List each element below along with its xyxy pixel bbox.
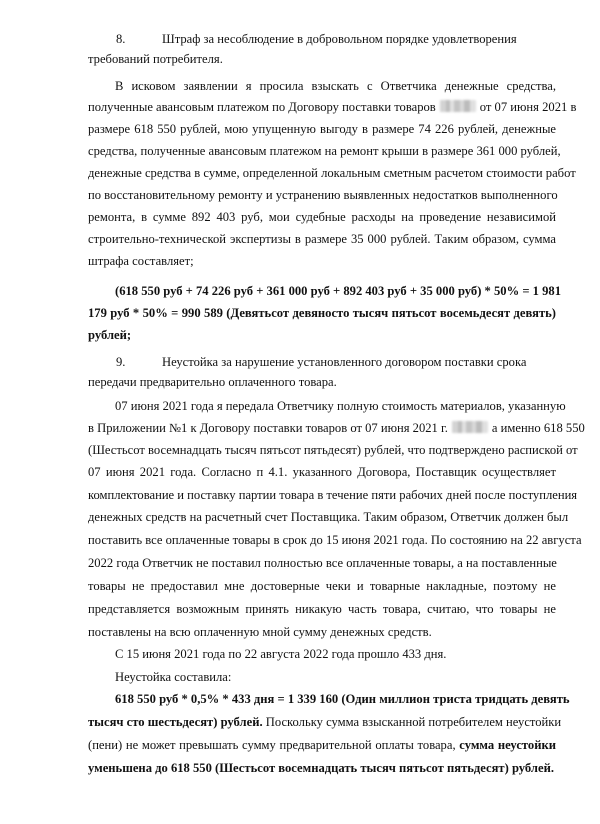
para-8-line-5: денежные средства в сумме, определенной локальным сметным расчетом стоимости работ xyxy=(88,166,576,180)
penalty-line-1: 618 550 руб * 0,5% * 433 дня = 1 339 160 (Один миллион триста тридцать девять xyxy=(115,692,570,706)
section-8-number: 8. xyxy=(116,32,126,46)
para-8-line-2: полученные авансовым платежом по Договору поставки товаров от 07 июня 2021 в xyxy=(88,100,577,114)
section-9-heading-line-1: Неустойка за нарушение установленного договором поставки срока xyxy=(162,355,527,369)
para-8-line-3: размере 618 550 рублей, мою упущенную выгоду в размере 74 226 рублей, денежные xyxy=(88,122,556,136)
para-8-line-9: штрафа составляет; xyxy=(88,254,194,268)
penalty-line-4: уменьшена до 618 550 (Шестьсот восемнадцать тысяч пятьсот пятьдесят) рублей. xyxy=(88,761,554,775)
penalty-label: Неустойка составила: xyxy=(115,670,232,684)
formula-8-line-2: 179 руб * 50% = 990 589 (Девятьсот девяносто тысяч пятьсот восемьдесят девять) xyxy=(88,306,556,320)
para-8-line-7: ремонта, в сумме 892 403 руб, мои судебные расходы на проведение независимой xyxy=(88,210,556,224)
para-9-line-9: товары не предоставил мне достоверные чеки и товарные накладные, поэтому не xyxy=(88,579,556,593)
para-9-line-5: комплектование и поставку партии товара в течение пяти рабочих дней после поступления xyxy=(88,488,578,502)
para-9-line-3: (Шестьсот восемнадцать тысяч пятьсот пятьдесят) рублей, что подтверждено распиской от xyxy=(88,443,578,457)
penalty-line-2: тысяч сто шестьдесят) рублей. Поскольку сумма взысканной потребителем неустойки xyxy=(88,715,562,729)
section-9-number: 9. xyxy=(116,355,126,369)
penalty-line-3: (пени) не может превышать сумму предварительной оплаты товара, сумма неустойки xyxy=(88,738,556,752)
redacted-contract-number xyxy=(440,100,476,112)
para-9-line-4: 07 июня 2021 года. Согласно п 4.1. указанного Договора, Поставщик осуществляет xyxy=(88,465,556,479)
para-8-line-8: строительно-технической экспертизы в размере 35 000 рублей. Таким образом, сумма xyxy=(88,232,556,246)
formula-8-line-3: рублей; xyxy=(88,328,132,342)
para-9-line-6: денежных средств на расчетный счет Поставщика. Таким образом, Ответчик должен был xyxy=(88,510,569,524)
para-9-line-7: поставить все оплаченные товары в срок до 15 июня 2021 года. По состоянию на 22 августа xyxy=(88,533,582,547)
para-9-line-8: 2022 года Ответчик не поставил полностью все оплаченные товары, а на поставленные xyxy=(88,556,557,570)
para-9-line-1: 07 июня 2021 года я передала Ответчику полную стоимость материалов, указанную xyxy=(115,399,566,413)
section-9-heading-line-2: передачи предварительно оплаченного товара. xyxy=(88,375,337,389)
redacted-contract-number xyxy=(452,421,488,433)
section-8-heading-line-2: требований потребителя. xyxy=(88,52,223,66)
para-9-line-2: в Приложении №1 к Договору поставки товаров от 07 июня 2021 г. а именно 618 550 xyxy=(88,421,585,435)
para-8-line-1: В исковом заявлении я просила взыскать с Ответчика денежные средства, xyxy=(115,79,556,93)
para-8-line-6: по восстановительному ремонту и устранению выявленных недостатков выполненного xyxy=(88,188,558,202)
para-9-line-10: представляется возможным принять никакую часть товара, считаю, что товары не xyxy=(88,602,556,616)
days-elapsed-line: С 15 июня 2021 года по 22 августа 2022 года прошло 433 дня. xyxy=(115,647,447,661)
section-8-heading-line-1: Штраф за несоблюдение в добровольном порядке удовлетворения xyxy=(162,32,517,46)
para-8-line-4: средства, полученные авансовым платежом на ремонт крыши в размере 361 000 рублей, xyxy=(88,144,561,158)
para-9-line-11: поставлены на всю оплаченную мной сумму денежных средств. xyxy=(88,625,432,639)
formula-8-line-1: (618 550 руб + 74 226 руб + 361 000 руб + 892 403 руб + 35 000 руб) * 50% = 1 981 xyxy=(115,284,561,298)
